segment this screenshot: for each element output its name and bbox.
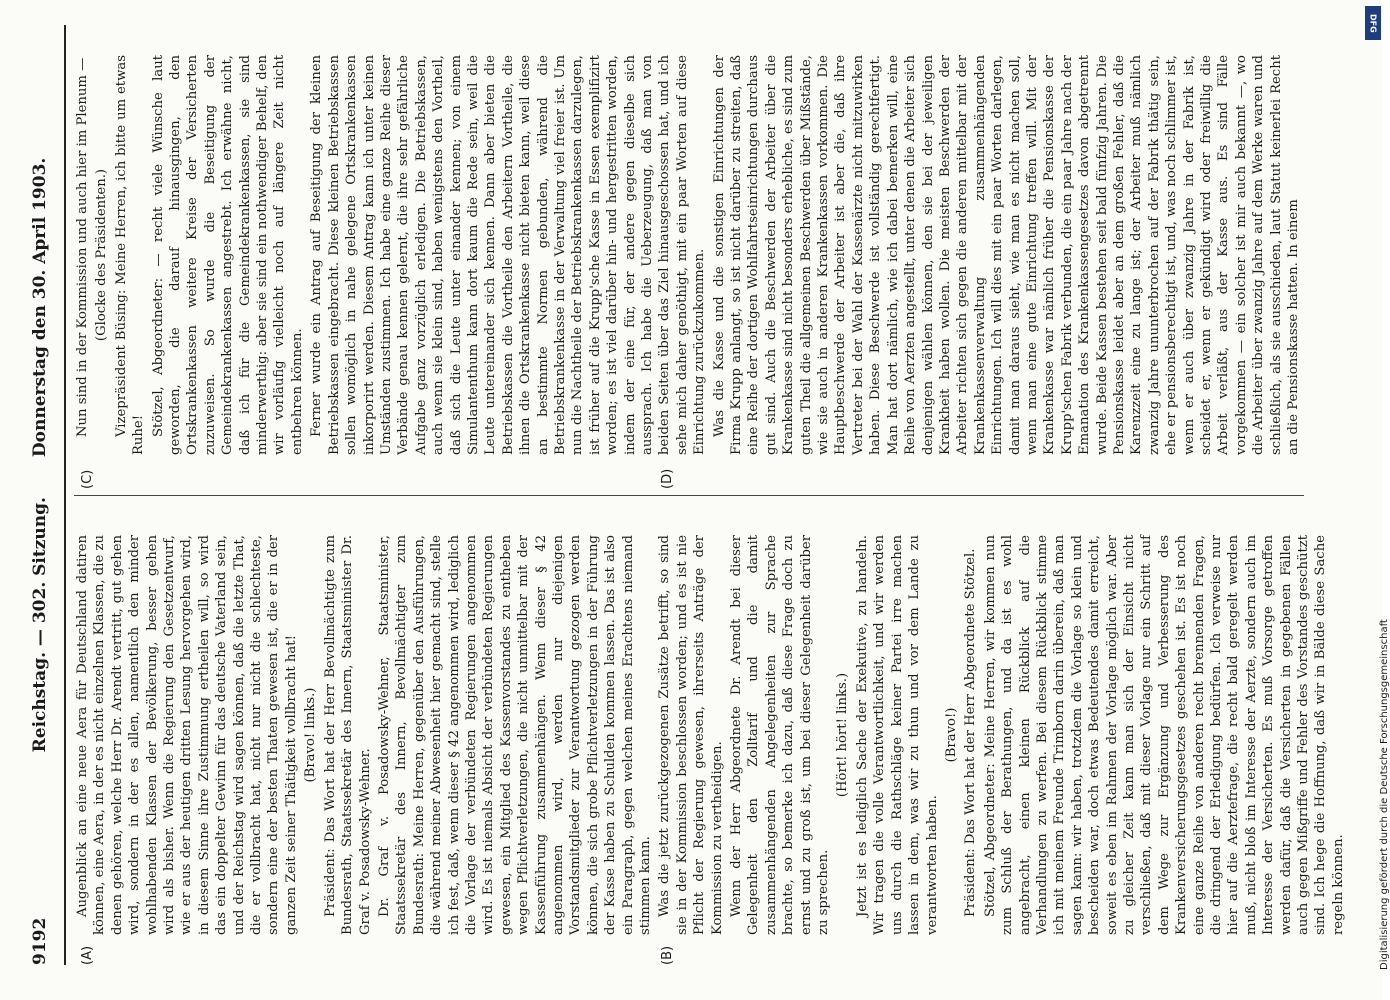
- dfg-logo: DFG: [1365, 6, 1381, 40]
- margin-mark-a: (A): [80, 945, 95, 965]
- paragraph: Jetzt ist es lediglich Sache der Exekutive, zu handeln. Wir tragen die volle Verantwortlichkeit, und wir werden uns durch die Rathschläge keiner Partei irre machen lassen in dem, was wir zu thun und vor dem Lande zu verantworten haben.: [854, 535, 940, 935]
- page-number: 9192: [30, 917, 50, 965]
- left-text-column: [74, 535, 1346, 935]
- paragraph: Augenblick an eine neue Aera für Deutschland datiren können, eine Aera, in der es nicht einzelnen Klassen, die zu denen gehören, welche Herr Dr. Arendt vertritt, gut gehen wird, sondern in der es allen, namentlich den minder wohlhabenden Klassen der Bevölkerung, besser gehen wird als bisher. Wenn die Regierung den Gesetzentwurf, wie er aus der heutigen dritten Lesung hervorgehen wird, in diesem Sinne ihre Zustimmung ertheilen will, so wird das ein doppelter Gewinn für das deutsche Vaterland sein, und der Reichstag wird sagen können, daß die letzte That, die er vollbracht hat, nicht nur nicht die schlechteste, sondern eine der besten Thaten gewesen ist, die er in der ganzen Zeit seiner Thätigkeit vollbracht hat!: [75, 535, 299, 935]
- rotated-page-content: [20, 25, 1346, 965]
- session-date: Donnerstag den 30. April 1903.: [30, 157, 50, 458]
- session-title: Reichstag. — 302. Sitzung.: [30, 497, 50, 753]
- running-title: [30, 25, 50, 885]
- paragraph: Stötzel, Abgeordneter: — recht viele Wünsche laut geworden, die darauf hinausgingen, den Ortskrankenkassen weitere Kreise der Versicherten zuzuweisen. So wurde die Beseitigung der Gemeindekrankenkassen angestrebt. Ich erwähne nicht, daß ich für die Gemeindekrankenkassen, sie sind minderwerthig: aber sie sind ein nothwendiger Behelf, den wir vorläufig vielleicht noch auf längere Zeit nicht entbehren können.: [150, 55, 305, 455]
- paragraph: Präsident: Das Wort hat der Herr Abgeordnete Stötzel.: [963, 548, 979, 917]
- margin-mark-c: (C): [80, 469, 95, 489]
- paragraph: Stötzel, Abgeordneter: Meine Herren, wir kommen nun zum Schluß der Berathungen, und da ist es wohl angebracht, einen kleinen Rückblick auf die Verhandlungen zu werfen. Bei diesem Rückblick stimme ich mit meinem Freunde Trimborn darin überein, daß man sagen kann: wir haben, trotzdem die Vorlage so klein und bescheiden war, doch etwas Bedeutendes damit erreicht, soweit es eben im Rahmen der Vorlage möglich war. Aber zu gleicher Zeit kann man sich der Einsicht nicht verschließen, daß mit dieser Vorlage nur ein Schritt auf dem Wege zur Ergänzung und Verbesserung des Krankenversicherungsgesetzes geschehen ist. Es ist noch eine ganze Reihe von anderen recht brennenden Fragen, die dringend der Erledigung bedürfen. Ich verweise nur hier auf die Aerztefrage, die recht bald geregelt werden muß, nicht bloß im Interesse der Aerzte, sondern auch im Interesse der Versicherten. Es muß Vorsorge getroffen werden dafür, daß die Versicherten in gegebenen Fällen auch gegen Mißgriffe und Fehler des Vorstandes geschützt sind. Ich hege die Hoffnung, daß wir in Bälde diese Sache regeln können.: [982, 535, 1346, 935]
- header-rule: [64, 25, 66, 965]
- paragraph: (Bravo! links.): [303, 687, 319, 783]
- right-text-column: [74, 55, 1304, 455]
- paragraph: Ferner wurde ein Antrag auf Beseitigung der kleinen Betriebskassen eingebracht. Diese kleinen Betriebskassen sollen womöglich in nahe gelegene Ortskrankenkassen inkorporirt werden. Diesem Antrag kann ich unter keinen Umständen zustimmen. Ich habe eine ganze Reihe dieser Verbände genau kennen gelernt, die ihre sehr gefährliche Aufgabe ganz vorzüglich erledigen. Die Betriebskassen, auch wenn sie klein sind, haben wenigstens den Vortheil, daß sich die Leute unter einander kennen; von einem Simulantenthum kann dort kaum die Rede sein, weil die Leute untereinander sich kennen. Dann aber bieten die Betriebskassen die Vortheile den Arbeitern Vortheile, die ihnen die Ortskrankenkasse nicht bieten kann, weil diese an bestimmte Normen gebunden, während die Betriebskrankenkasse in der Verwaltung viel freier ist. Um nun die Nachtheile der Betriebskrankenkassen darzulegen, ist früher auf die Krupp'sche Kasse in Essen exemplifizirt worden; es ist viel darüber hin- und hergestritten worden, indem der eine für, der andere gegen dieselbe sich aussprach. Ich habe die Ueberzeugung, daß man von beiden Seiten über das Ziel hinausgeschossen hat, und ich sehe mich daher genöthigt, mit ein paar Worten auf diese Einrichtung zurückzukommen.: [309, 55, 708, 455]
- margin-mark-b: (B): [660, 945, 675, 965]
- paragraph: Was die Kasse und die sonstigen Einrichtungen der Firma Krupp anlangt, so ist nicht darüber zu streiten, daß eine Reihe der dortigen Wohlfahrtseinrichtungen durchaus gut sind. Auch die Beschwerden der Arbeiter über die Krankenkasse sind nicht besonders erhebliche, es sind zum guten Theil die allgemeinen Beschwerden über Mißstände, wie sie auch in anderen Krankenkassen vorkommen. Die Hauptbeschwerde der Arbeiter ist aber die, daß ihre Vertreter bei der Wahl der Kassenärzte nicht mitzuwirken haben. Diese Beschwerde ist vollständig gerechtfertigt. Man hat dort nämlich, wie ich dabei bemerken will, eine Reihe von Aerzten angestellt, unter denen die Arbeiter sich denjenigen wählen können, den sie bei der jeweiligen Krankheit haben wollen. Die meisten Beschwerden der Arbeiter richten sich gegen die anderen mittelbar mit der Krankenkassenverwaltung zusammenhängenden Einrichtungen. Ich will dies mit ein paar Worten darlegen, damit man daraus sieht, wie man es nicht machen soll, wenn man eine gute Einrichtung treffen will. Mit der Krankenkasse war nämlich früher die Pensionskasse der Krupp'schen Fabrik verbunden, die ein paar Jahre nach der Emanation des Krankenkassengesetzes davon abgetrennt wurde. Beide Kassen bestehen seit bald fünfzig Jahren. Die Pensionskasse leidet aber an dem großen Fehler, daß die Karenzzeit eine zu lange ist; der Arbeiter muß nämlich zwanzig Jahre ununterbrochen auf der Fabrik thätig sein, ehe er pensionsberechtigt ist, und, was noch schlimmer ist, wenn er auch über zwanzig Jahre in der Fabrik ist, scheidet er, wenn er gekündigt wird oder freiwillig die Arbeit verläßt, aus der Kasse aus. Es sind Fälle vorgekommen — ein solcher ist mir auch bekannt —, wo die Arbeiter über zwanzig Jahre auf dem Werke waren und schließlich, als sie ausschieden, laut Statut keinerlei Recht an die Pensionskasse hatten. In einem: [711, 55, 1302, 455]
- paragraph: (Glocke des Präsidenten.): [94, 168, 110, 342]
- paragraph: Dr. Graf v. Posadowsky-Wehner, Staatsminister, Staatssekretär des Innern, Bevollmächtigter zum Bundesrath: Meine Herren, gegenüber den Ausführungen, die während meiner Abwesenheit hier gemacht sind, stelle ich fest, daß, wenn dieser § 42 angenommen wird, lediglich die Vorlage der verbündeten Regierungen angenommen wird. Es ist niemals Absicht der verbündeten Regierungen gewesen, ein Mitglied des Kassenvorstandes zu entheben wegen Pflichtverletzungen, die nicht unmittelbar mit der Kassenführung zusammenhängen. Wenn dieser § 42 angenommen wird, werden nur diejenigen Vorstandsmitglieder zur Verantwortung gezogen werden können, die sich grobe Pflichtverletzungen in der Führung der Kasse haben zu Schulden kommen lassen. Das ist also ein Paragraph, gegen welchen meines Erachtens niemand stimmen kann.: [376, 535, 653, 935]
- digitization-credit: [1363, 30, 1390, 990]
- paragraph: Vizepräsident Büsing: Meine Herren, ich bitte um etwas Ruhe!: [113, 55, 147, 455]
- credit-text: Digitalisierung gefördert durch die Deutsche Forschungsgemeinschaft: [1379, 619, 1390, 970]
- paragraph: Was die jetzt zurückgezogenen Zusätze betrifft, so sind sie in der Kommission beschlossen worden; und es ist nie Pflicht der Regierung gewesen, ihrerseits Anträge der Kommission zu vertheidigen.: [657, 535, 725, 935]
- paragraph: Nun sind in der Kommission und auch hier im Plenum —: [75, 57, 90, 437]
- paragraph: Wenn der Herr Abgeordnete Dr. Arendt bei dieser Gelegenheit den Zolltarif und die damit zusammenhängenden Angelegenheiten zur Sprache brachte, so bemerke ich dazu, daß diese Frage doch zu ernst und zu groß ist, um bei dieser Gelegenheit darüber zu sprechen.: [729, 535, 832, 935]
- column-divider: [74, 495, 1304, 496]
- paragraph: (Bravo!): [943, 707, 959, 763]
- margin-mark-d: (D): [660, 468, 675, 489]
- page-header: [20, 25, 60, 965]
- paragraph: (Hört! hört! links.): [835, 672, 851, 798]
- paragraph: Präsident: Das Wort hat der Herr Bevollmächtigte zum Bundesrath, Staatssekretär des Innern, Staatsminister Dr. Graf v. Posadowsky-Wehner.: [322, 535, 373, 935]
